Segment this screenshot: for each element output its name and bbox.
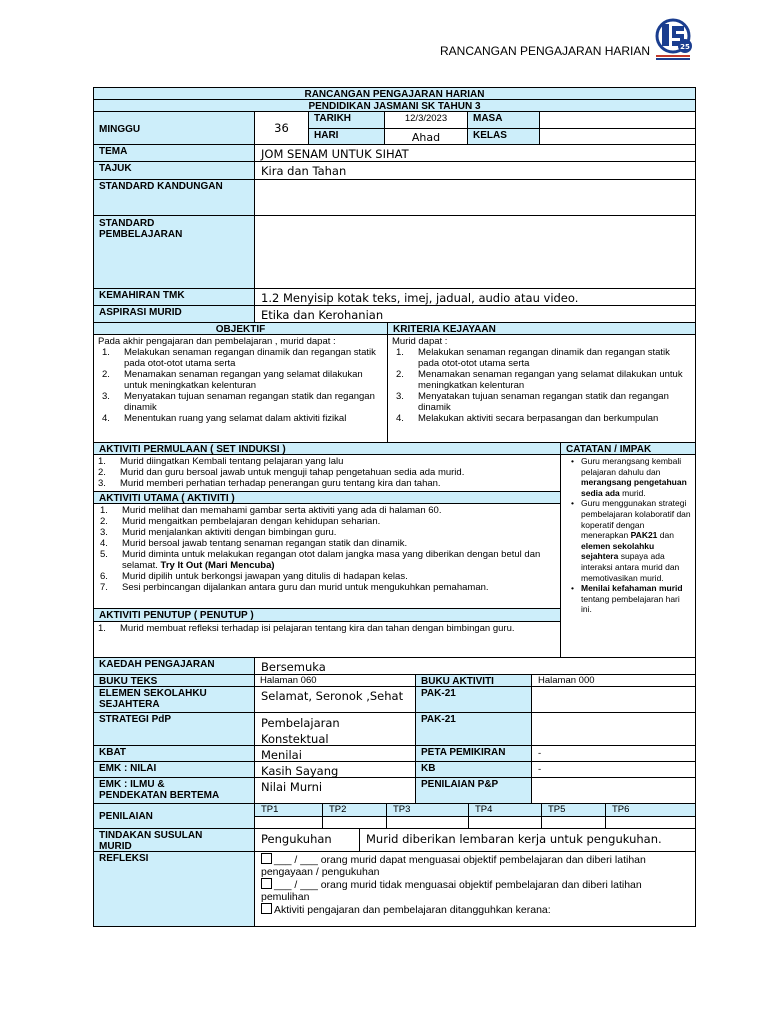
utama-label: AKTIVITI UTAMA ( AKTIVITI ) bbox=[93, 491, 561, 504]
kriteria-list bbox=[392, 347, 689, 424]
list-item: 4. Menentukan ruang yang selamat dalam aktiviti fizikal bbox=[102, 413, 347, 424]
catatan-label: CATATAN / IMPAK bbox=[560, 442, 696, 455]
standard-kandungan-value bbox=[254, 179, 696, 216]
kbat-label: KBAT bbox=[93, 745, 255, 762]
strategi-label: STRATEGI PdP bbox=[93, 712, 255, 746]
minggu-label: MINGGU bbox=[93, 111, 255, 145]
pak21-label: PAK-21 bbox=[415, 686, 532, 713]
objektif-intro: Pada akhir pengajaran dan pembelajaran , murid dapat : bbox=[98, 336, 336, 347]
list-item: 3. Murid memberi perhatian terhadap penerangan guru tentang kira dan tahan. bbox=[98, 478, 441, 489]
aspirasi-label: ASPIRASI MURID bbox=[93, 305, 255, 323]
list-item: 2. Menamakan senaman regangan yang selamat dilakukan untuk meningkatkan kelenturan bbox=[102, 369, 363, 391]
utama-list bbox=[96, 505, 556, 593]
permulaan-label: AKTIVITI PERMULAAN ( SET INDUKSI ) bbox=[93, 442, 561, 455]
list-item: 3. Murid menjalankan aktiviti dengan bimbingan guru. bbox=[100, 527, 337, 538]
list-item: 4. Melakukan aktiviti secara berpasangan dan berkumpulan bbox=[396, 413, 659, 424]
kriteria-label: KRITERIA KEJAYAAN bbox=[387, 322, 696, 335]
elemen-label: ELEMEN SEKOLAHKU SEJAHTERA bbox=[93, 686, 255, 713]
emknilai-value: Kasih Sayang bbox=[254, 761, 416, 778]
tarikh-label: TARIKH bbox=[308, 111, 385, 129]
list-item: 2. Murid mengaitkan pembelajaran dengan kehidupan seharian. bbox=[100, 516, 381, 527]
tp-cell: TP4 bbox=[468, 803, 542, 817]
school-logo-icon bbox=[652, 16, 694, 62]
list-item: 6. Murid dipilih untuk berkongsi jawapan yang ditulis di hadapan kelas. bbox=[100, 571, 408, 582]
objektif-box bbox=[93, 334, 388, 443]
list-item: 3. Menyatakan tujuan senaman regangan statik dan regangan dinamik bbox=[396, 391, 669, 413]
emkilmu-value: Nilai Murni bbox=[254, 777, 416, 804]
tarikh-value: 12/3/2023 bbox=[384, 111, 468, 129]
peta-value: - bbox=[531, 745, 696, 762]
kriteria-intro: Murid dapat : bbox=[392, 336, 448, 347]
list-item: 7. Sesi perbincangan dijalankan antara guru dan murid untuk mengukuhkan pemahaman. bbox=[100, 582, 489, 593]
sp-label-line1: STANDARD bbox=[99, 218, 155, 229]
catatan-list bbox=[561, 456, 691, 615]
tajuk-label: TAJUK bbox=[93, 161, 255, 180]
tp-cell: TP6 bbox=[605, 803, 696, 817]
bukuteks-label: BUKU TEKS bbox=[93, 674, 255, 687]
penilaian-label: PENILAIAN bbox=[93, 803, 255, 829]
refleksi-box bbox=[254, 851, 696, 927]
table-title: RANCANGAN PENGAJARAN HARIAN bbox=[93, 87, 696, 100]
bukuaktiviti-label: BUKU AKTIVITI bbox=[415, 674, 532, 687]
permulaan-list bbox=[94, 456, 556, 489]
checkbox[interactable] bbox=[261, 903, 272, 914]
tp-cell: TP5 bbox=[541, 803, 606, 817]
sp-label-line2: PEMBELAJARAN bbox=[99, 229, 183, 240]
pak21-value bbox=[531, 686, 696, 713]
svg-text:25: 25 bbox=[680, 43, 690, 51]
tema-value: JOM SENAM UNTUK SIHAT bbox=[254, 144, 696, 162]
objektif-list bbox=[98, 347, 381, 424]
kbat-value: Menilai bbox=[254, 745, 416, 762]
checkbox[interactable] bbox=[261, 878, 272, 889]
emknilai-label: EMK : NILAI bbox=[93, 761, 255, 778]
standard-pembelajaran-label bbox=[93, 215, 255, 289]
refleksi-item-1: ___ / ___ orang murid dapat menguasai objektif pembelajaran dan diberi latihan pengayaan / pengukuhan bbox=[261, 854, 646, 878]
penutup-label: AKTIVITI PENUTUP ( PENUTUP ) bbox=[93, 608, 561, 622]
minggu-value: 36 bbox=[254, 111, 309, 145]
masa-label: MASA bbox=[467, 111, 540, 129]
kb-label: KB bbox=[415, 761, 532, 778]
penutup-box bbox=[93, 621, 561, 658]
hari-label: HARI bbox=[308, 128, 385, 145]
table-subtitle: PENDIDIKAN JASMANI SK TAHUN 3 bbox=[93, 99, 696, 112]
list-item: 1. Melakukan senaman regangan dinamik dan regangan statik pada otot-otot utama serta bbox=[396, 347, 670, 369]
refleksi-item-3: Aktiviti pengajaran dan pembelajaran ditangguhkan kerana: bbox=[261, 903, 689, 916]
strategi-value: Pembelajaran Konstektual bbox=[254, 712, 416, 746]
catatan-item: • Guru menggunakan strategi pembelajaran kolaboratif dan koperatif dengan menerapkan PAK21 dan elemen sekolahku sejahtera supaya ada interaksi antara murid dan memotivasikan murid. bbox=[571, 498, 691, 583]
permulaan-box bbox=[93, 454, 561, 492]
tp-cell: TP3 bbox=[386, 803, 469, 817]
kelas-value bbox=[539, 128, 696, 145]
checkbox[interactable] bbox=[261, 853, 272, 864]
penutup-list bbox=[94, 623, 556, 634]
objektif-label: OBJEKTIF bbox=[93, 322, 388, 335]
kaedah-label: KAEDAH PENGAJARAN bbox=[93, 657, 255, 675]
catatan-item: • Menilai kefahaman murid tentang pembelajaran hari ini. bbox=[571, 583, 691, 615]
pak21b-value bbox=[531, 712, 696, 746]
elemen-value: Selamat, Seronok ,Sehat bbox=[254, 686, 416, 713]
list-item: 5. Murid diminta untuk melakukan regangan otot dalam jangka masa yang diberikan dengan betul dan selamat. Try It Out (Mari Mencuba) bbox=[100, 549, 541, 571]
list-item: 1. Melakukan senaman regangan dinamik dan regangan statik pada otot-otot utama serta bbox=[102, 347, 376, 369]
tmk-label: KEMAHIRAN TMK bbox=[93, 288, 255, 306]
kb-value: - bbox=[531, 761, 696, 778]
standard-kandungan-label: STANDARD KANDUNGAN bbox=[93, 179, 255, 216]
list-item: 1. Murid membuat refleksi terhadap isi pelajaran tentang kira dan tahan dengan bimbingan guru. bbox=[98, 623, 515, 634]
tp-cell: TP2 bbox=[322, 803, 387, 817]
kriteria-box bbox=[387, 334, 696, 443]
penilaianpp-label: PENILAIAN P&P bbox=[415, 777, 532, 804]
catatan-item: • Guru merangsang kembali pelajaran dahulu dan merangsang pengetahuan sedia ada murid. bbox=[571, 456, 691, 498]
tp-cell: TP1 bbox=[254, 803, 323, 817]
refleksi-item-2: ___ / ___ orang murid tidak menguasai objektif pembelajaran dan diberi latihan pemulihan bbox=[261, 879, 642, 903]
tindakan-value-2: Murid diberikan lembaran kerja untuk pengukuhan. bbox=[359, 828, 696, 852]
penilaianpp-value bbox=[531, 777, 696, 804]
kaedah-value: Bersemuka bbox=[254, 657, 696, 675]
list-item: 2. Murid dan guru bersoal jawab untuk menguji tahap pengetahuan sedia ada murid. bbox=[98, 467, 465, 478]
kelas-label: KELAS bbox=[467, 128, 540, 145]
peta-label: PETA PEMIKIRAN bbox=[415, 745, 532, 762]
tmk-value: 1.2 Menyisip kotak teks, imej, jadual, audio atau video. bbox=[254, 288, 696, 306]
header-title: RANCANGAN PENGAJARAN HARIAN bbox=[440, 44, 651, 58]
aspirasi-value: Etika dan Kerohanian bbox=[254, 305, 696, 323]
bukuteks-value: Halaman 060 bbox=[254, 674, 416, 687]
utama-box bbox=[93, 503, 561, 609]
bukuaktiviti-value: Halaman 000 bbox=[531, 674, 696, 687]
catatan-box bbox=[560, 454, 696, 658]
tindakan-label: TINDAKAN SUSULAN MURID bbox=[93, 828, 255, 852]
pak21b-label: PAK-21 bbox=[415, 712, 532, 746]
list-item: 4. Murid bersoal jawab tentang senaman regangan statik dan dinamik. bbox=[100, 538, 408, 549]
list-item: 2. Menamakan senaman regangan yang selamat dilakukan untuk meningkatkan kelenturan bbox=[396, 369, 683, 391]
tindakan-value-1: Pengukuhan bbox=[254, 828, 360, 852]
list-item: 3. Menyatakan tujuan senaman regangan statik dan regangan dinamik bbox=[102, 391, 375, 413]
hari-value: Ahad bbox=[384, 128, 468, 145]
tajuk-value: Kira dan Tahan bbox=[254, 161, 696, 180]
tema-label: TEMA bbox=[93, 144, 255, 162]
list-item: 1. Murid diingatkan Kembali tentang pelajaran yang lalu bbox=[98, 456, 344, 467]
list-item: 1. Murid melihat dan memahami gambar serta aktiviti yang ada di halaman 60. bbox=[100, 505, 442, 516]
masa-value bbox=[539, 111, 696, 129]
standard-pembelajaran-value bbox=[254, 215, 696, 289]
refleksi-label: REFLEKSI bbox=[93, 851, 255, 927]
emkilmu-label: EMK : ILMU & PENDEKATAN BERTEMA bbox=[93, 777, 255, 804]
